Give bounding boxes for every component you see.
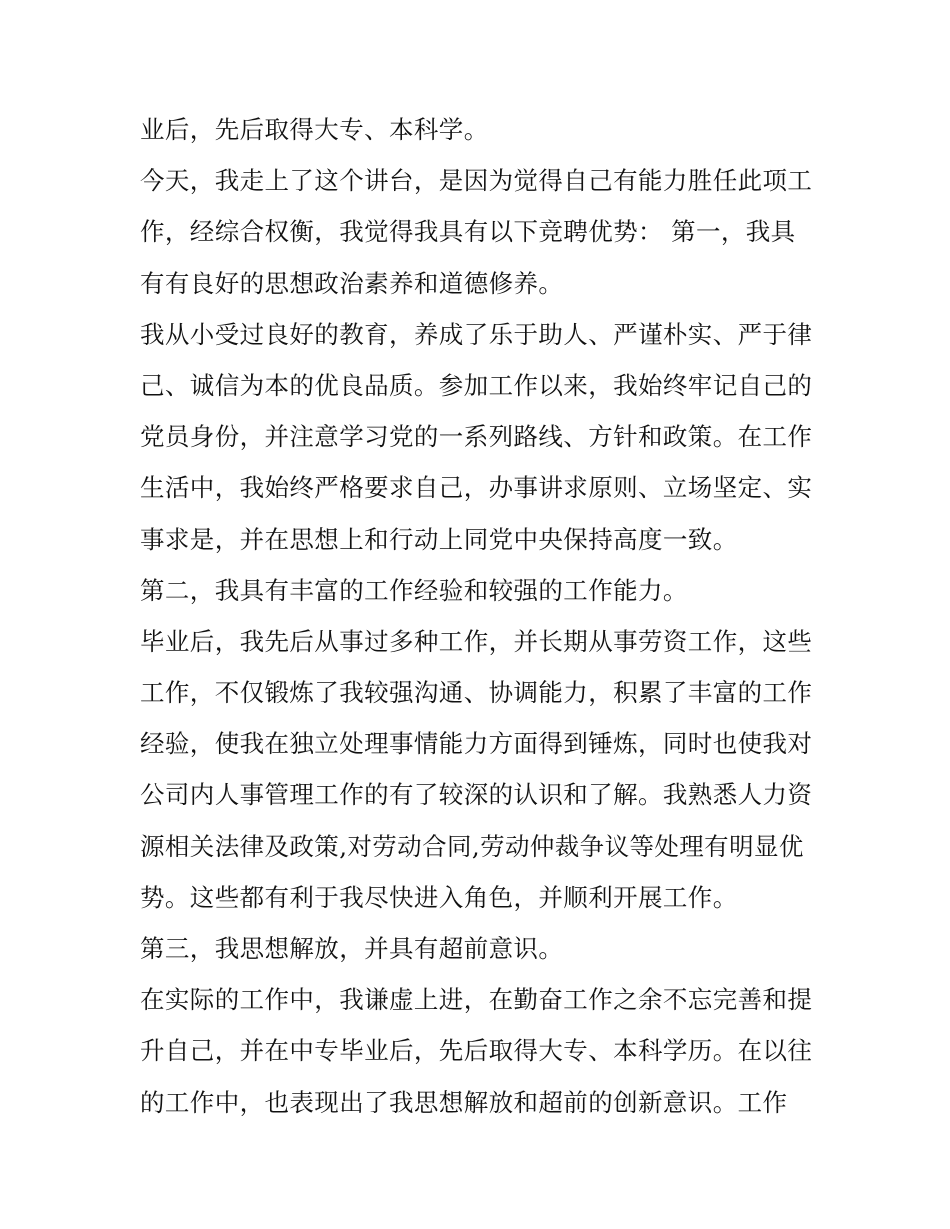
text-line: 己、诚信为本的优良品质。参加工作以来，我始终牢记自己的	[140, 370, 813, 400]
text-line: 生活中，我始终严格要求自己，办事讲求原则、立场坚定、实	[140, 473, 813, 503]
text-line: 业后，先后取得大专、本科学。	[140, 115, 489, 144]
text-line: 党员身份，并注意学习党的一系列路线、方针和政策。在工作	[140, 422, 813, 452]
text-line: 事求是，并在思想上和行动上同党中央保持高度一致。	[140, 524, 738, 554]
text-line: 工作，不仅锻炼了我较强沟通、协调能力，积累了丰富的工作	[140, 678, 813, 708]
text-line: 经验，使我在独立处理事情能力方面得到锤炼，同时也使我对	[140, 729, 813, 759]
text-line: 公司内人事管理工作的有了较深的认识和了解。我熟悉人力资	[140, 780, 813, 810]
text-line: 的工作中，也表现出了我思想解放和超前的创新意识。工作	[140, 1087, 788, 1117]
text-line: 升自己，并在中专毕业后，先后取得大专、本科学历。在以往	[140, 1036, 813, 1066]
text-line: 第二，我具有丰富的工作经验和较强的工作能力。	[140, 575, 688, 605]
text-line: 今天，我走上了这个讲台，是因为觉得自己有能力胜任此项工	[140, 166, 813, 196]
text-line: 第三，我思想解放，并具有超前意识。	[140, 934, 564, 963]
text-line: 势。这些都有利于我尽快进入角色，并顺利开展工作。	[140, 882, 738, 912]
text-line: 在实际的工作中，我谦虚上进，在勤奋工作之余不忘完善和提	[140, 985, 813, 1015]
text-line: 我从小受过良好的教育，养成了乐于助人、严谨朴实、严于律	[140, 319, 813, 349]
text-line: 毕业后，我先后从事过多种工作，并长期从事劳资工作，这些	[140, 626, 813, 656]
document-body	[140, 104, 820, 1128]
text-line: 有有良好的思想政治素养和道德修养。	[140, 268, 564, 298]
text-line: 作，经综合权衡，我觉得我具有以下竞聘优势： 第一，我具	[140, 217, 796, 247]
text-line: 源相关法律及政策,对劳动合同,劳动仲裁争议等处理有明显优	[140, 831, 804, 861]
